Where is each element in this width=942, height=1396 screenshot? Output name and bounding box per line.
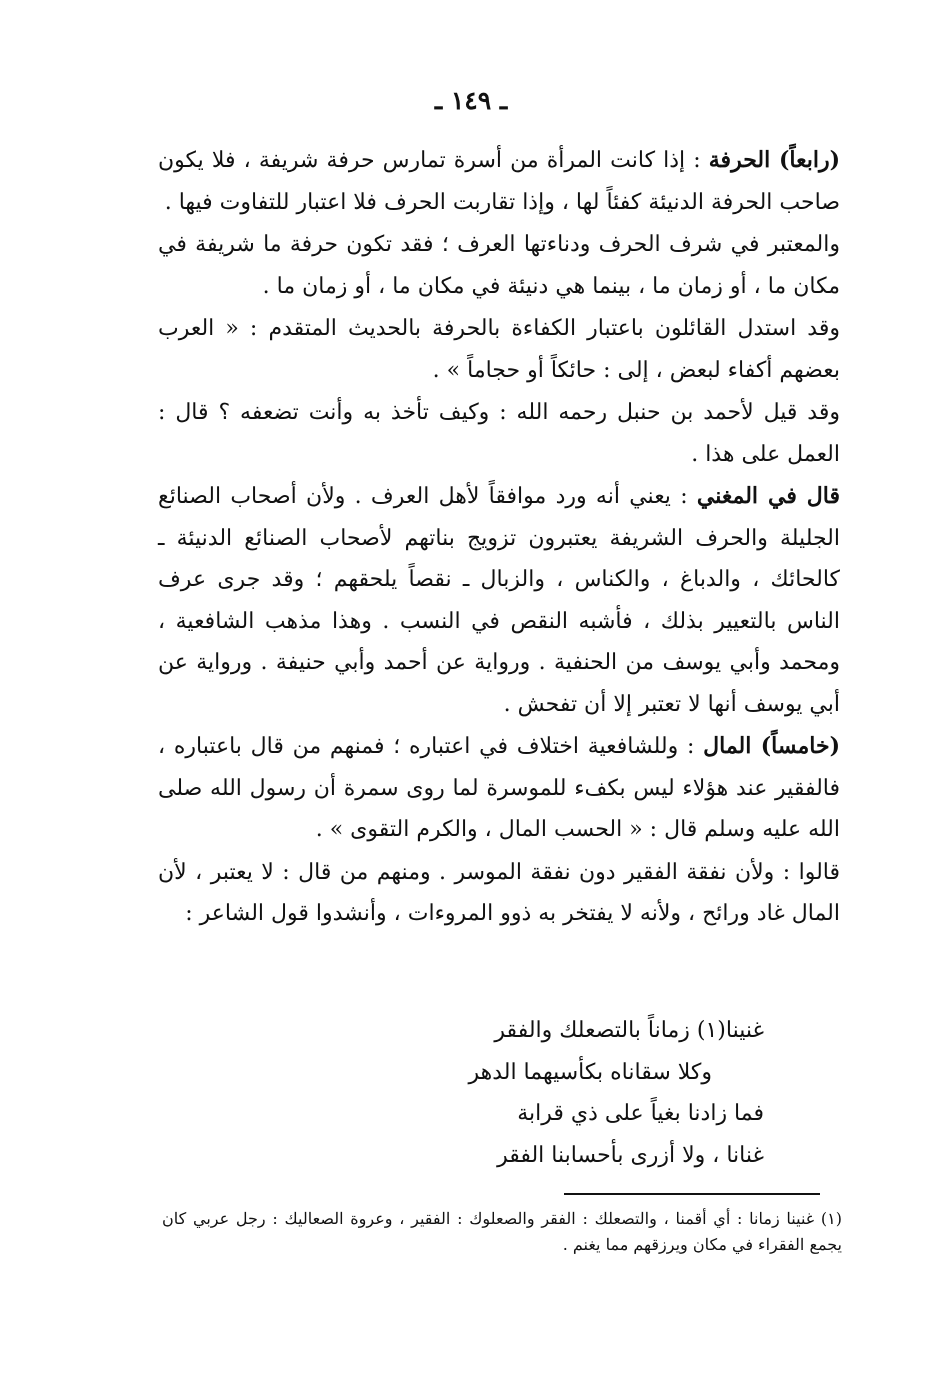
paragraph	[158, 224, 840, 307]
paragraph-text: وقد قيل لأحمد بن حنبل رحمه الله : وكيف تأخذ به وأنت تضعفه ؟ قال : العمل على هذا .	[158, 400, 840, 467]
poem	[158, 1010, 840, 1176]
paragraph-text: : إذا كانت المرأة من أسرة تمارس حرفة شريفة ، فلا يكون صاحب الحرفة الدنيئة كفئاً لها ، وإذا تقاربت الحرف فلا اعتبار للتفاوت فيها .	[158, 148, 840, 215]
paragraph	[158, 140, 840, 223]
paragraph	[158, 726, 840, 851]
section-heading: (خامساً) المال	[703, 733, 840, 759]
section-heading: (رابعاً) الحرفة	[708, 147, 840, 173]
paragraph-text: : وللشافعية اختلاف في اعتباره ؛ فمنهم من قال باعتباره ، فالفقير عند هؤلاء ليس بكفء للموسرة لما روى سمرة أن رسول الله صلى الله عليه وسلم قال : « الحسب المال ، والكرم التقوى » .	[158, 734, 840, 842]
footnote-divider	[564, 1193, 820, 1195]
paragraph-text: وقد استدل القائلون باعتبار الكفاءة بالحرفة بالحديث المتقدم : « العرب بعضهم أكفاء لبعض ، إلى : حائكاً أو حجاماً » .	[158, 316, 840, 383]
paragraph-text: قالوا : ولأن نفقة الفقير دون نفقة الموسر . ومنهم من قال : لا يعتبر ، لأن المال غاد ورائح ، ولأنه لا يفتخر به ذوو المروءات ، وأنشدوا قول الشاعر :	[158, 859, 840, 926]
poem-verse: فما زادنا بغياً على ذي قرابة	[517, 1101, 764, 1126]
paragraph	[158, 852, 840, 935]
page-number: ـ ١٤٩ ـ	[434, 86, 508, 115]
paragraph-text: والمعتبر في شرف الحرف ودناءتها العرف ؛ فقد تكون حرفة ما شريفة في مكان ما ، أو زمان ما ، بينما هي دنيئة في مكان ما ، أو زمان ما .	[158, 232, 840, 299]
paragraph	[158, 308, 840, 391]
paragraph	[158, 392, 840, 475]
poem-verse: وكلا سقاناه بكأسيهما الدهر	[468, 1059, 712, 1085]
paragraph	[158, 476, 840, 725]
poem-verse: غنانا ، ولا أزرى بأحسابنا الفقر	[497, 1142, 764, 1168]
main-text	[158, 140, 840, 935]
poem-verse: غنينا(١) زماناً بالتصعلك والفقر	[494, 1018, 764, 1043]
footnote: (١) غنينا زمانا : أي أقمنا ، والتصعلك : الفقر والصعلوك : الفقير ، وعروة الصعاليك : رجل عربي كان يجمع الفقراء في مكان ويرزقهم مما يغنم .	[162, 1209, 842, 1254]
paragraph-text: : يعني أنه ورد موافقاً لأهل العرف . ولأن أصحاب الصنائع الجليلة والحرف الشريفة يعتبرون تزويج بناتهم لأصحاب الصنائع الدنيئة ـ كالحائك ، والدباغ ، والكناس ، والزبال ـ نقصاً يلحقهم ؛ وقد جرى عرف الناس بالتعيير بذلك ، فأشبه النقص في النسب . وهذا مذهب الشافعية ، ومحمد وأبي يوسف من الحنفية . ورواية عن أحمد وأبي حنيفة . ورواية عن أبي يوسف أنها لا تعتبر إلا أن تفحش .	[158, 484, 841, 717]
footnotes	[162, 1206, 842, 1258]
section-heading: قال في المغني	[696, 483, 841, 509]
